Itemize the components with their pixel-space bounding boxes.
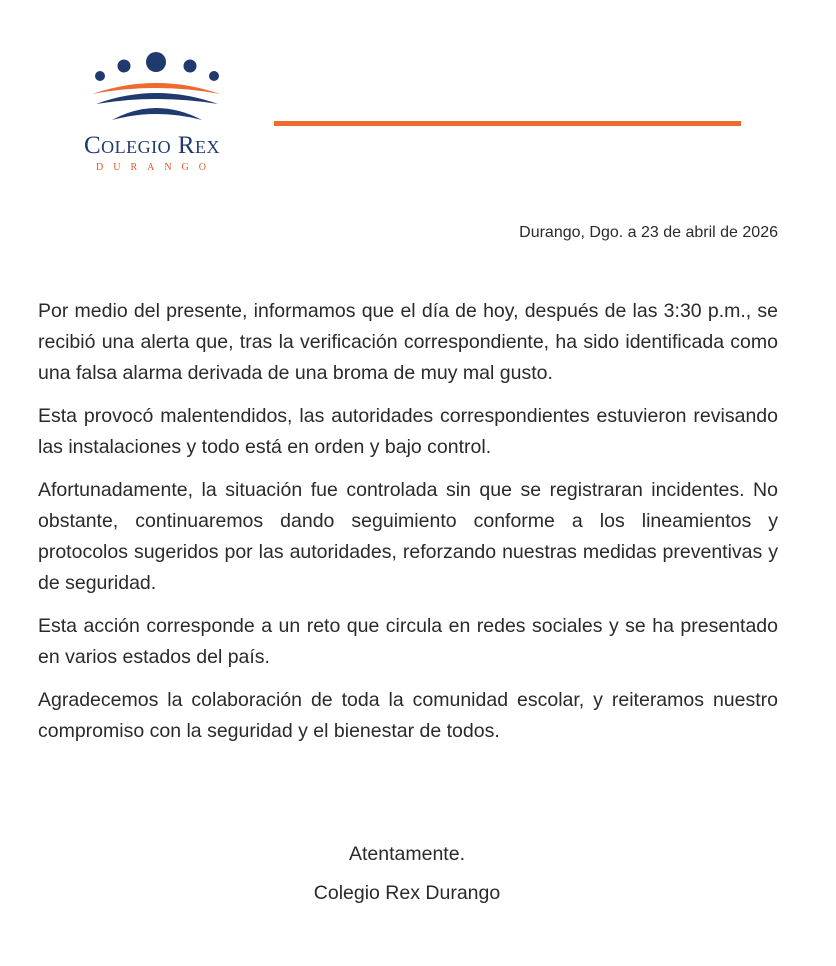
paragraph: Por medio del presente, informamos que el día de hoy, después de las 3:30 p.m., se recibió una alerta que, tras la verificación correspondiente, ha sido identificada como una falsa alarma derivada de una broma de muy mal gusto. [38,300,778,384]
letter-body [38,296,778,759]
paragraph: Esta provocó malentendidos, las autoridades correspondientes estuvieron revisando las instalaciones y todo está en orden y bajo control. [38,405,778,458]
date-line: Durango, Dgo. a 23 de abril de 2026 [519,224,778,241]
signature: Colegio Rex Durango [313,882,501,904]
paragraph: Esta acción corresponde a un reto que circula en redes sociales y se ha presentado en varios estados del país. [38,615,778,668]
header-divider [274,121,741,126]
crown-logo-icon [82,50,222,130]
paragraph: Afortunadamente, la situación fue controlada sin que se registraran incidentes. No obstante, continuaremos dando seguimiento conforme a los lineamientos y protocolos sugeridos por las autoridades, reforzando nuestras medidas preventivas y de seguridad. [38,479,778,594]
school-logo [72,50,232,175]
logo-school-name: Colegio Rex [83,132,221,159]
closing-block [0,843,814,921]
logo-city-name: DURANGO [96,162,216,173]
salutation: Atentamente. [349,843,465,865]
paragraph: Agradecemos la colaboración de toda la comunidad escolar, y reiteramos nuestro compromiso con la seguridad y el bienestar de todos. [38,689,778,742]
